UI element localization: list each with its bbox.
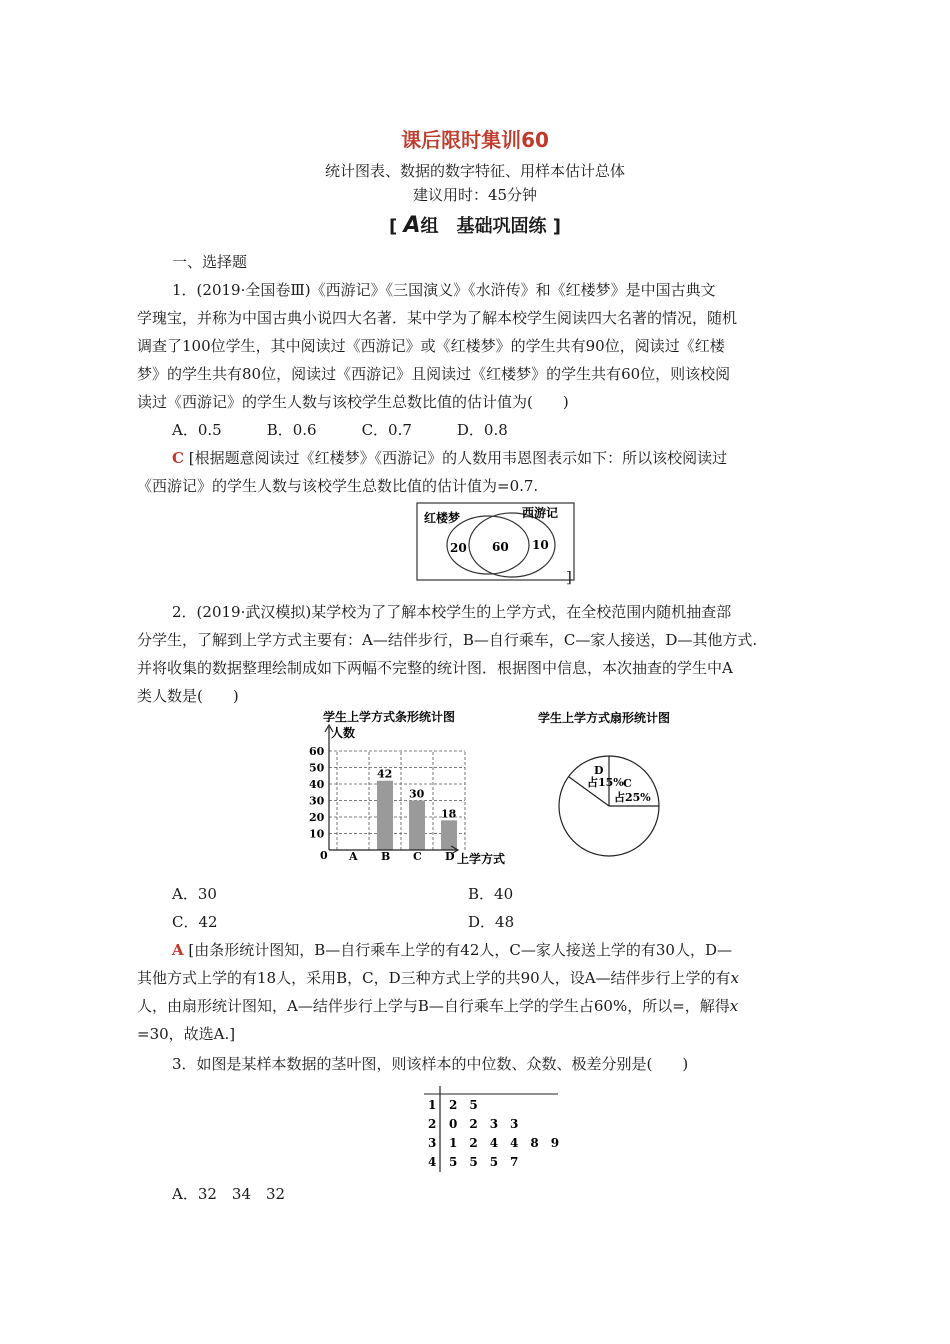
suggested-time: 建议用时：45分钟 xyxy=(412,186,538,204)
origin-label: 0 xyxy=(320,849,328,862)
leaf-values: 0 2 3 3 xyxy=(449,1117,519,1131)
bar-D xyxy=(441,820,457,850)
variable-x: x xyxy=(729,997,739,1015)
q1-answer: C xyxy=(172,449,184,467)
q2-solution-line: =30，故选A.] xyxy=(137,1025,236,1043)
stem-leaf-plot xyxy=(422,1084,562,1174)
q1-line: 读过《西游记》的学生人数与该校学生总数比值的估计值为( ) xyxy=(137,393,569,411)
bar-chart-ylabel: 人数 xyxy=(331,726,356,740)
q2-solution-text: 人，由扇形统计图知，A—结伴步行上学与B—自行乘车上学的学生占60%，所以=，解得 xyxy=(137,997,730,1015)
x-category-label: D xyxy=(445,850,455,863)
pie-chart-title: 学生上学方式扇形统计图 xyxy=(538,711,671,725)
q1-solution-line: 《西游记》的学生人数与该校学生总数比值的估计值为=0.7. xyxy=(137,477,539,495)
stem-leaf-rows xyxy=(428,1098,559,1169)
y-tick-label: 20 xyxy=(309,811,325,824)
section-heading: 一、选择题 xyxy=(172,253,248,271)
q2-option-c: C．42 xyxy=(172,913,218,931)
pie-slice-category: D xyxy=(594,764,604,777)
venn-diagram xyxy=(416,502,576,582)
stem-value: 1 xyxy=(428,1098,437,1112)
venn-label-right: 西游记 xyxy=(522,506,559,520)
q2-solution-line xyxy=(172,936,732,964)
venn-value-both: 60 xyxy=(492,540,509,554)
q2-answer: A xyxy=(172,941,184,959)
q1-options: A．0.5 B．0.6 C．0.7 D．0.8 xyxy=(172,421,508,439)
bar-chart xyxy=(305,705,520,870)
venn-value-left: 20 xyxy=(450,541,467,555)
q2-line: 并将收集的数据整理绘制成如下两幅不完整的统计图．根据图中信息，本次抽查的学生中A xyxy=(137,659,733,677)
venn-label-left: 红楼梦 xyxy=(424,511,461,525)
q3-line: 3．如图是某样本数据的茎叶图，则该样本的中位数、众数、极差分别是( ) xyxy=(172,1055,689,1073)
pie-slice-label: 占15% xyxy=(587,776,624,789)
q1-line: 学瑰宝，并称为中国古典小说四大名著．某中学为了解本校学生阅读四大名著的情况，随机 xyxy=(137,309,738,327)
q1-close-bracket: ] xyxy=(566,568,572,586)
bar-chart-xlabel: 上学方式 xyxy=(457,852,506,866)
group-bracket-left: [ xyxy=(388,216,398,237)
page-title: 课后限时集训60 xyxy=(401,128,549,152)
q2-option-a: A．30 xyxy=(172,885,217,903)
y-tick-label: 10 xyxy=(309,827,325,841)
bar-data-label: 30 xyxy=(409,787,425,801)
q2-option-b: B．40 xyxy=(468,885,514,903)
y-tick-label: 30 xyxy=(309,794,325,808)
q2-solution-line xyxy=(137,992,738,1020)
leaf-values: 2 5 xyxy=(449,1098,478,1112)
variable-x: x xyxy=(730,969,740,987)
venn-value-right: 10 xyxy=(532,538,549,552)
y-tick-label: 60 xyxy=(309,745,325,758)
q2-line: 分学生，了解到上学方式主要有：A—结伴步行，B—自行乘车，C—家人接送，D—其他方式. xyxy=(137,631,758,649)
x-category-label: B xyxy=(381,850,391,863)
q2-line: 类人数是( ) xyxy=(137,687,239,705)
bar-B xyxy=(377,781,393,850)
x-category-label: C xyxy=(413,850,422,863)
q2-solution-text: 其他方式上学的有18人，采用B，C，D三种方式上学的共90人，设A—结伴步行上学的有 xyxy=(137,969,731,987)
page-subtitle: 统计图表、数据的数字特征、用样本估计总体 xyxy=(324,162,625,180)
group-heading xyxy=(0,212,950,238)
q3-option-a: A．32 34 32 xyxy=(172,1185,286,1203)
bar-chart-categories xyxy=(348,850,455,863)
group-bracket-right: ] xyxy=(552,216,562,237)
q2-option-d: D．48 xyxy=(468,913,515,931)
group-letter: A xyxy=(403,213,421,238)
leaf-values: 5 5 5 7 xyxy=(449,1155,519,1169)
q1-solution-line xyxy=(172,444,727,472)
pie-slice-label: 占25% xyxy=(614,791,651,804)
bar-C xyxy=(409,801,425,851)
bar-data-label: 18 xyxy=(441,807,457,821)
q2-solution-text: [由条形统计图知，B—自行乘车上学的有42人，C—家人接送上学的有30人，D— xyxy=(188,941,732,959)
leaf-values: 1 2 4 4 8 9 xyxy=(449,1136,560,1150)
bar-chart-yticks xyxy=(309,745,325,841)
bar-data-label: 42 xyxy=(377,767,393,781)
q2-solution-line xyxy=(137,964,739,992)
stem-value: 2 xyxy=(428,1117,437,1131)
pie-chart xyxy=(530,708,710,868)
x-category-label: A xyxy=(349,850,358,863)
y-tick-label: 50 xyxy=(309,761,325,775)
stem-value: 4 xyxy=(428,1155,437,1169)
y-tick-label: 40 xyxy=(309,778,325,791)
stem-value: 3 xyxy=(428,1136,437,1150)
q2-line: 2．(2019·武汉模拟)某学校为了了解本校学生的上学方式，在全校范围内随机抽查部 xyxy=(172,603,732,621)
q1-line: 梦》的学生共有80位，阅读过《西游记》且阅读过《红楼梦》的学生共有60位，则该校阅 xyxy=(137,365,731,383)
group-label: 组 基础巩固练 xyxy=(420,216,547,237)
q1-line: 调查了100位学生，其中阅读过《西游记》或《红楼梦》的学生共有90位，阅读过《红楼 xyxy=(137,337,725,355)
q1-line: 1．(2019·全国卷Ⅲ)《西游记》《三国演义》《水浒传》和《红楼梦》是中国古典文 xyxy=(172,281,716,299)
bar-chart-title: 学生上学方式条形统计图 xyxy=(323,710,456,724)
pie-slice-category: C xyxy=(623,777,632,790)
q1-solution-text: [根据题意阅读过《红楼梦》《西游记》的人数用韦恩图表示如下：所以该校阅读过 xyxy=(188,449,728,467)
